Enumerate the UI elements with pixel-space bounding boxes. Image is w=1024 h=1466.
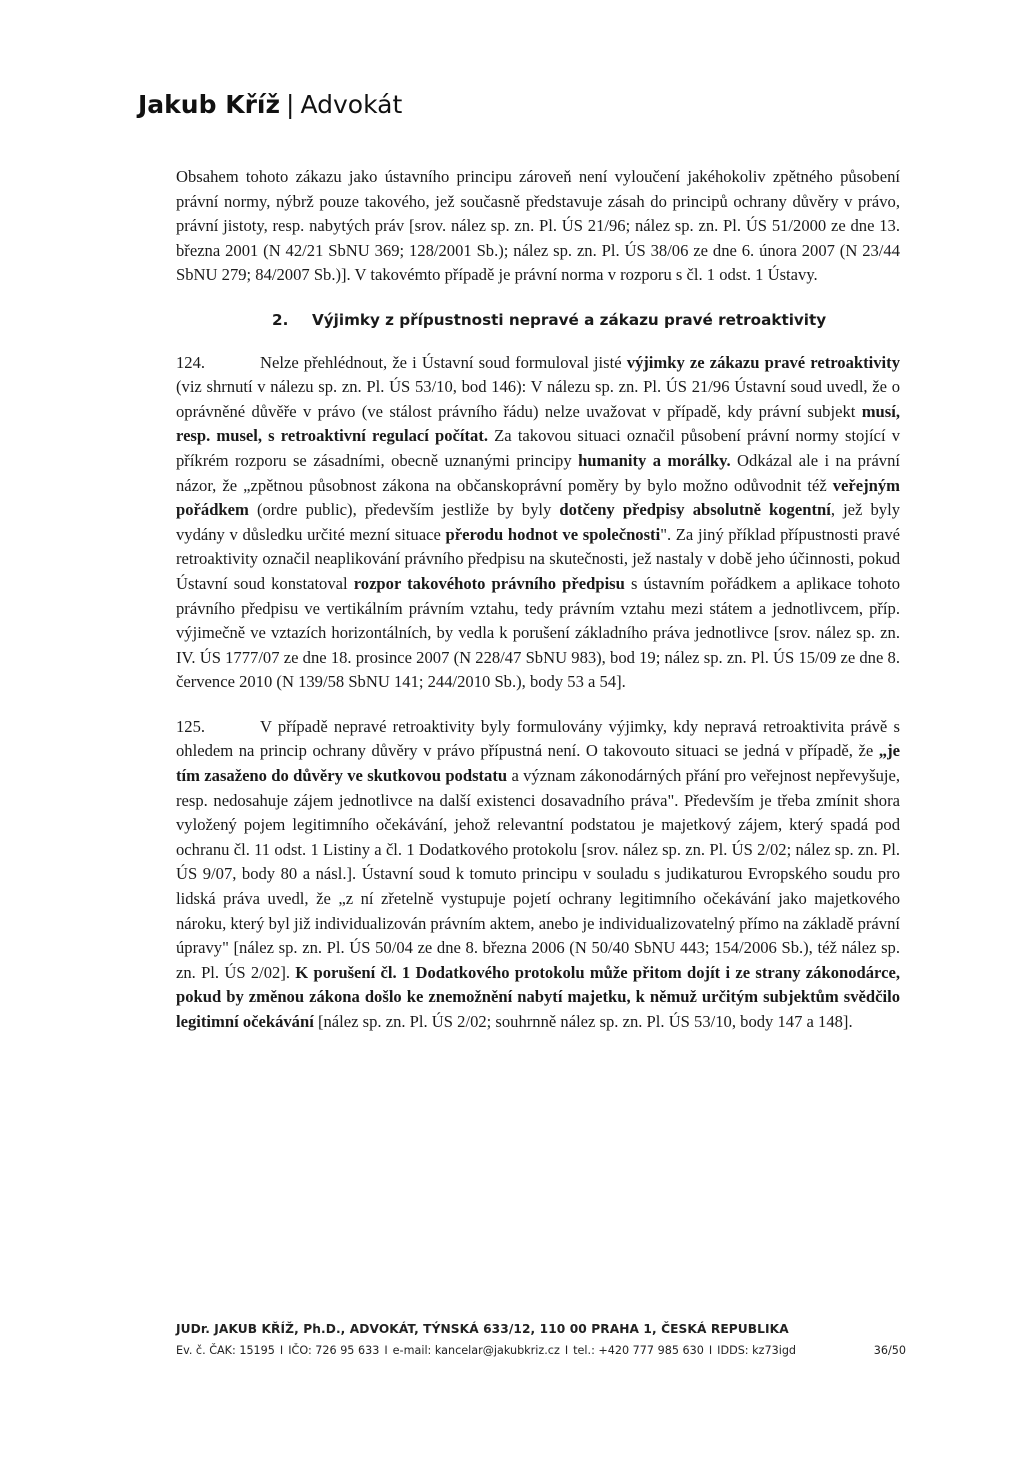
paragraph-text: ". Za jiný příklad přípustnosti pravé retroaktivity označil neaplikování právního předpisu na skutečnosti, jež nastaly v době jeho účinnosti, pokud Ústavní soud konstatoval [176,524,900,593]
paragraph-text: , jež byly vydány v důsledku určité mezní situace [176,500,901,544]
letterhead-separator: | [286,90,295,119]
paragraph-text: s ústavním pořádkem a aplikace tohoto právního předpisu ve vertikálním právním vztahu, tedy právním vztahu mezi státem a jednotlivcem, příp. výjimečně ve vztazích horizontálních, by vedla k porušení základního práva jednotlivce [srov. nález sp. zn. IV. ÚS 1777/07 ze dne 18. prosince 2007 (N 228/47 SbNU 983), bod 19; nález sp. zn. Pl. ÚS 15/09 ze dne 8. července 2010 (N 139/58 SbNU 141; 244/2010 Sb.), body 53 a 54]. [176,573,901,692]
footer-address: JUDr. JAKUB KŘÍŽ, Ph.D., ADVOKÁT, TÝNSKÁ 633/12, 110 00 PRAHA 1, ČESKÁ REPUBLIKA [176,1322,789,1336]
section-number: 2. [272,310,289,329]
letterhead [138,90,402,119]
company-id: IČO: 726 95 633 [288,1344,380,1357]
paragraph-text: (ordre public), především jestliže by byly [248,500,560,520]
footer-separator: I [384,1344,388,1357]
footer-separator: I [708,1344,713,1357]
paragraph-124 [176,351,900,695]
paragraph-text: V případě nepravé retroaktivity byly formulovány výjimky, kdy nepravá retroaktivita právě s ohledem na princip ochrany důvěry v právo přípustná není. O takovouto situaci se jedná v případě, že [176,716,900,761]
footer-contact-line [176,1344,796,1357]
paragraph-text: Za takovou situaci označil působení právní normy stojící v příkrém rozporu se zásadními, obecně uznanými principy [176,426,900,470]
paragraph-text: [nález sp. zn. Pl. ÚS 2/02; souhrnně nález sp. zn. Pl. ÚS 53/10, body 147 a 148]. [313,1012,853,1031]
emphasis-text: rozpor takovéhoto právního předpisu [353,573,625,593]
document-body [176,165,900,1055]
footer-contacts [176,1344,906,1357]
page-footer [176,1322,906,1357]
paragraph-number: 125. [176,716,206,736]
emphasis-text: „je tím zasaženo do důvěry ve skutkovou podstatu [176,741,900,786]
section-title: Výjimky z přípustnosti nepravé a zákazu pravé retroaktivity [312,310,827,329]
paragraph-text: a význam zákonodárných přání pro veřejnost nepřevyšuje, resp. nedosahuje zájem jednotlivce na další existenci dosavadního práva". Především je třeba zmínit shora vyložený pojem legitimního očekávání, jehož relevantní podstatou je majetkový zájem, který spadá pod ochranu čl. 11 odst. 1 Listiny a čl. 1 Dodatkového protokolu [srov. nález sp. zn. Pl. ÚS 2/02; nález sp. zn. Pl. ÚS 9/07, body 80 a násl.]. Ústavní soud k tomuto principu v souladu s judikaturou Evropského soudu pro lidská práva uvedl, že „z ní zřetelně vystupuje pojetí ochrany legitimního očekávání jako majetkového nároku, který byl již individualizován právním aktem, anebo je individualizovatelný přímo na základě právní úpravy" [nález sp. zn. Pl. ÚS 50/04 ze dne 8. března 2006 (N 50/40 SbNU 443; 154/2006 Sb.), též nález sp. zn. Pl. ÚS 2/02]. [176,766,900,982]
emphasis-text: humanity a morálky. [578,450,731,470]
intro-paragraph [176,165,900,288]
emphasis-text: dotčeny předpisy absolutně kogentní [559,500,831,520]
emphasis-text: výjimky ze zákazu pravé retroaktivity [626,352,900,372]
paragraph-text: (viz shrnutí v nálezu sp. zn. Pl. ÚS 53/10, bod 146): V nálezu sp. zn. Pl. ÚS 21/96 Ústavní soud uvedl, že o oprávněné důvěře v právo (ve stálost právního řádu) nelze uvažovat v případě, kdy právní subjekt [176,377,900,421]
emphasis-text: veřejným pořádkem [176,475,900,520]
databox-id: IDDS: kz73igd [717,1344,797,1357]
paragraph-text: Odkázal ale i na právní názor, že „zpětnou působnost zákona na občanskoprávní poměry by bylo možno odůvodnit též [176,450,901,495]
paragraph-number: 124. [176,352,206,372]
phone-number: tel.: +420 777 985 630 [573,1344,704,1357]
section-heading [176,308,900,333]
registration-number: Ev. č. ČAK: 15195 [176,1344,275,1357]
letterhead-role: Advokát [300,90,403,119]
paragraph-125 [176,715,900,1035]
emphasis-text: musí, resp. musel, s retroaktivní regulací počítat. [176,401,900,446]
emphasis-text: přerodu hodnot ve společnosti [445,524,661,544]
footer-separator: I [279,1344,284,1357]
intro-text: Obsahem tohoto zákazu jako ústavního principu zároveň není vyloučení jakéhokoliv zpětného působení právní normy, nýbrž pouze takového, jež současně představuje zásah do principů ochrany důvěry v právo, právní jistoty, resp. nabytých práv [srov. nález sp. zn. Pl. ÚS 21/96; nález sp. zn. Pl. ÚS 51/2000 ze dne 13. března 2001 (N 42/21 SbNU 369; 128/2001 Sb.); nález sp. zn. Pl. ÚS 38/06 ze dne 6. února 2007 (N 23/44 SbNU 279; 84/2007 Sb.)]. V takovémto případě je právní norma v rozporu s čl. 1 odst. 1 Ústavy. [176,167,900,285]
emphasis-text: K porušení čl. 1 Dodatkového protokolu může přitom dojít i ze strany zákonodárce, pokud by změnou zákona došlo ke znemožnění nabytí majetku, k němuž určitým subjektům svědčilo legitimní očekávání [176,962,900,1031]
page-number: 36/50 [873,1344,906,1357]
letterhead-name: Jakub Kříž [138,90,281,119]
email-link[interactable]: e-mail: kancelar@jakubkriz.cz [392,1344,560,1357]
paragraph-text: Nelze přehlédnout, že i Ústavní soud formuloval jisté [260,352,627,372]
footer-separator: I [564,1344,569,1357]
